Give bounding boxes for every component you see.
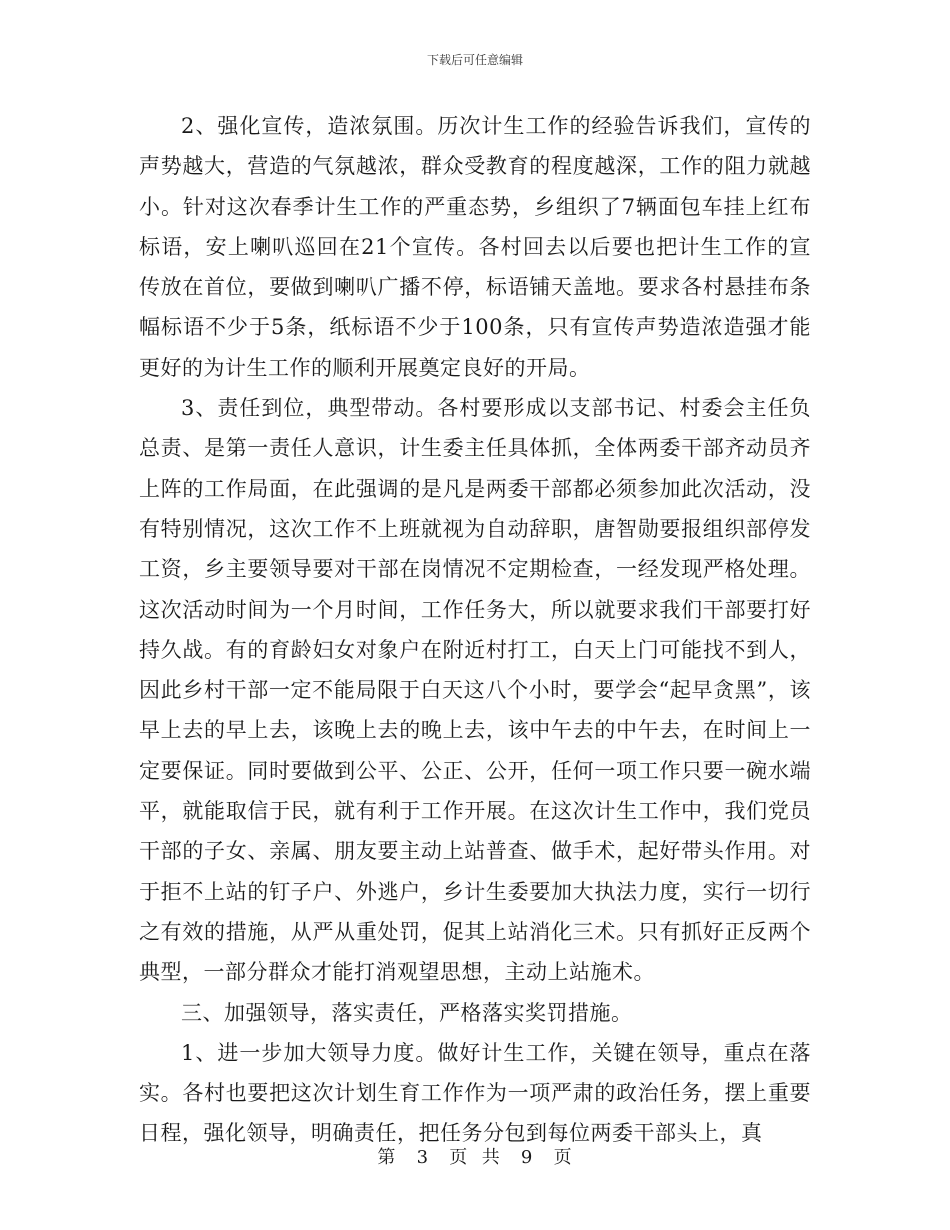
header-text: 下载后可任意编辑 [426, 53, 523, 67]
page-footer [0, 1147, 950, 1169]
section-heading-leadership: 三、加强领导，落实责任，严格落实奖罚措施。 [181, 1000, 633, 1025]
current-page-number: 3 [416, 1147, 430, 1168]
footer-suffix: 页 [553, 1147, 573, 1168]
paragraph-leadership: 1、进一步加大领导力度。做好计生工作，关键在领导，重点在落实。各村也要把这次计划生育工作作为一项严肃的政治任务，摆上重要日程，强化领导，明确责任，把任务分包到每位两委干部头上，真 [139, 1040, 811, 1146]
total-pages-number: 9 [520, 1147, 534, 1168]
paragraph-publicity: 2、强化宣传，造浓氛围。历次计生工作的经验告诉我们，宣传的声势越大，营造的气氛越浓，群众受教育的程度越深，工作的阻力就越小。针对这次春季计生工作的严重态势，乡组织了7辆面包车挂上红布标语，安上喇叭巡回在21个宣传。各村回去以后要也把计生工作的宣传放在首位，要做到喇叭广播不停，标语铺天盖地。要求各村悬挂布条幅标语不少于5条，纸标语不少于100条，只有宣传声势造浓造强才能更好的为计生工作的顺利开展奠定良好的开局。 [139, 114, 811, 380]
page-header [0, 52, 950, 68]
footer-mid: 页 共 [449, 1147, 501, 1168]
footer-prefix: 第 [377, 1147, 397, 1168]
paragraph-responsibility: 3、责任到位，典型带动。各村要形成以支部书记、村委会主任负总责、是第一责任人意识，计生委主任具体抓，全体两委干部齐动员齐上阵的工作局面，在此强调的是凡是两委干部都必须参加此次活动，没有特别情况，这次工作不上班就视为自动辞职，唐智勋要报组织部停发工资，乡主要领导要对干部在岗情况不定期检查，一经发现严格处理。这次活动时间为一个月时间，工作任务大，所以就要求我们干部要打好持久战。有的育龄妇女对象户在附近村打工，白天上门可能找不到人，因此乡村干部一定不能局限于白天这八个小时，要学会“起早贪黑”，该早上去的早上去，该晚上去的晚上去，该中午去的中午去，在时间上一定要保证。同时要做到公平、公正、公开，任何一项工作只要一碗水端平，就能取信于民，就有利于工作开展。在这次计生工作中，我们党员干部的子女、亲属、朋友要主动上站普查、做手术，起好带头作用。对于拒不上站的钉子户、外逃户，乡计生委要加大执法力度，实行一切行之有效的措施，从严从重处罚，促其上站消化三术。只有抓好正反两个典型，一部分群众才能打消观望思想，主动上站施术。 [139, 396, 811, 985]
document-body [139, 106, 811, 1154]
